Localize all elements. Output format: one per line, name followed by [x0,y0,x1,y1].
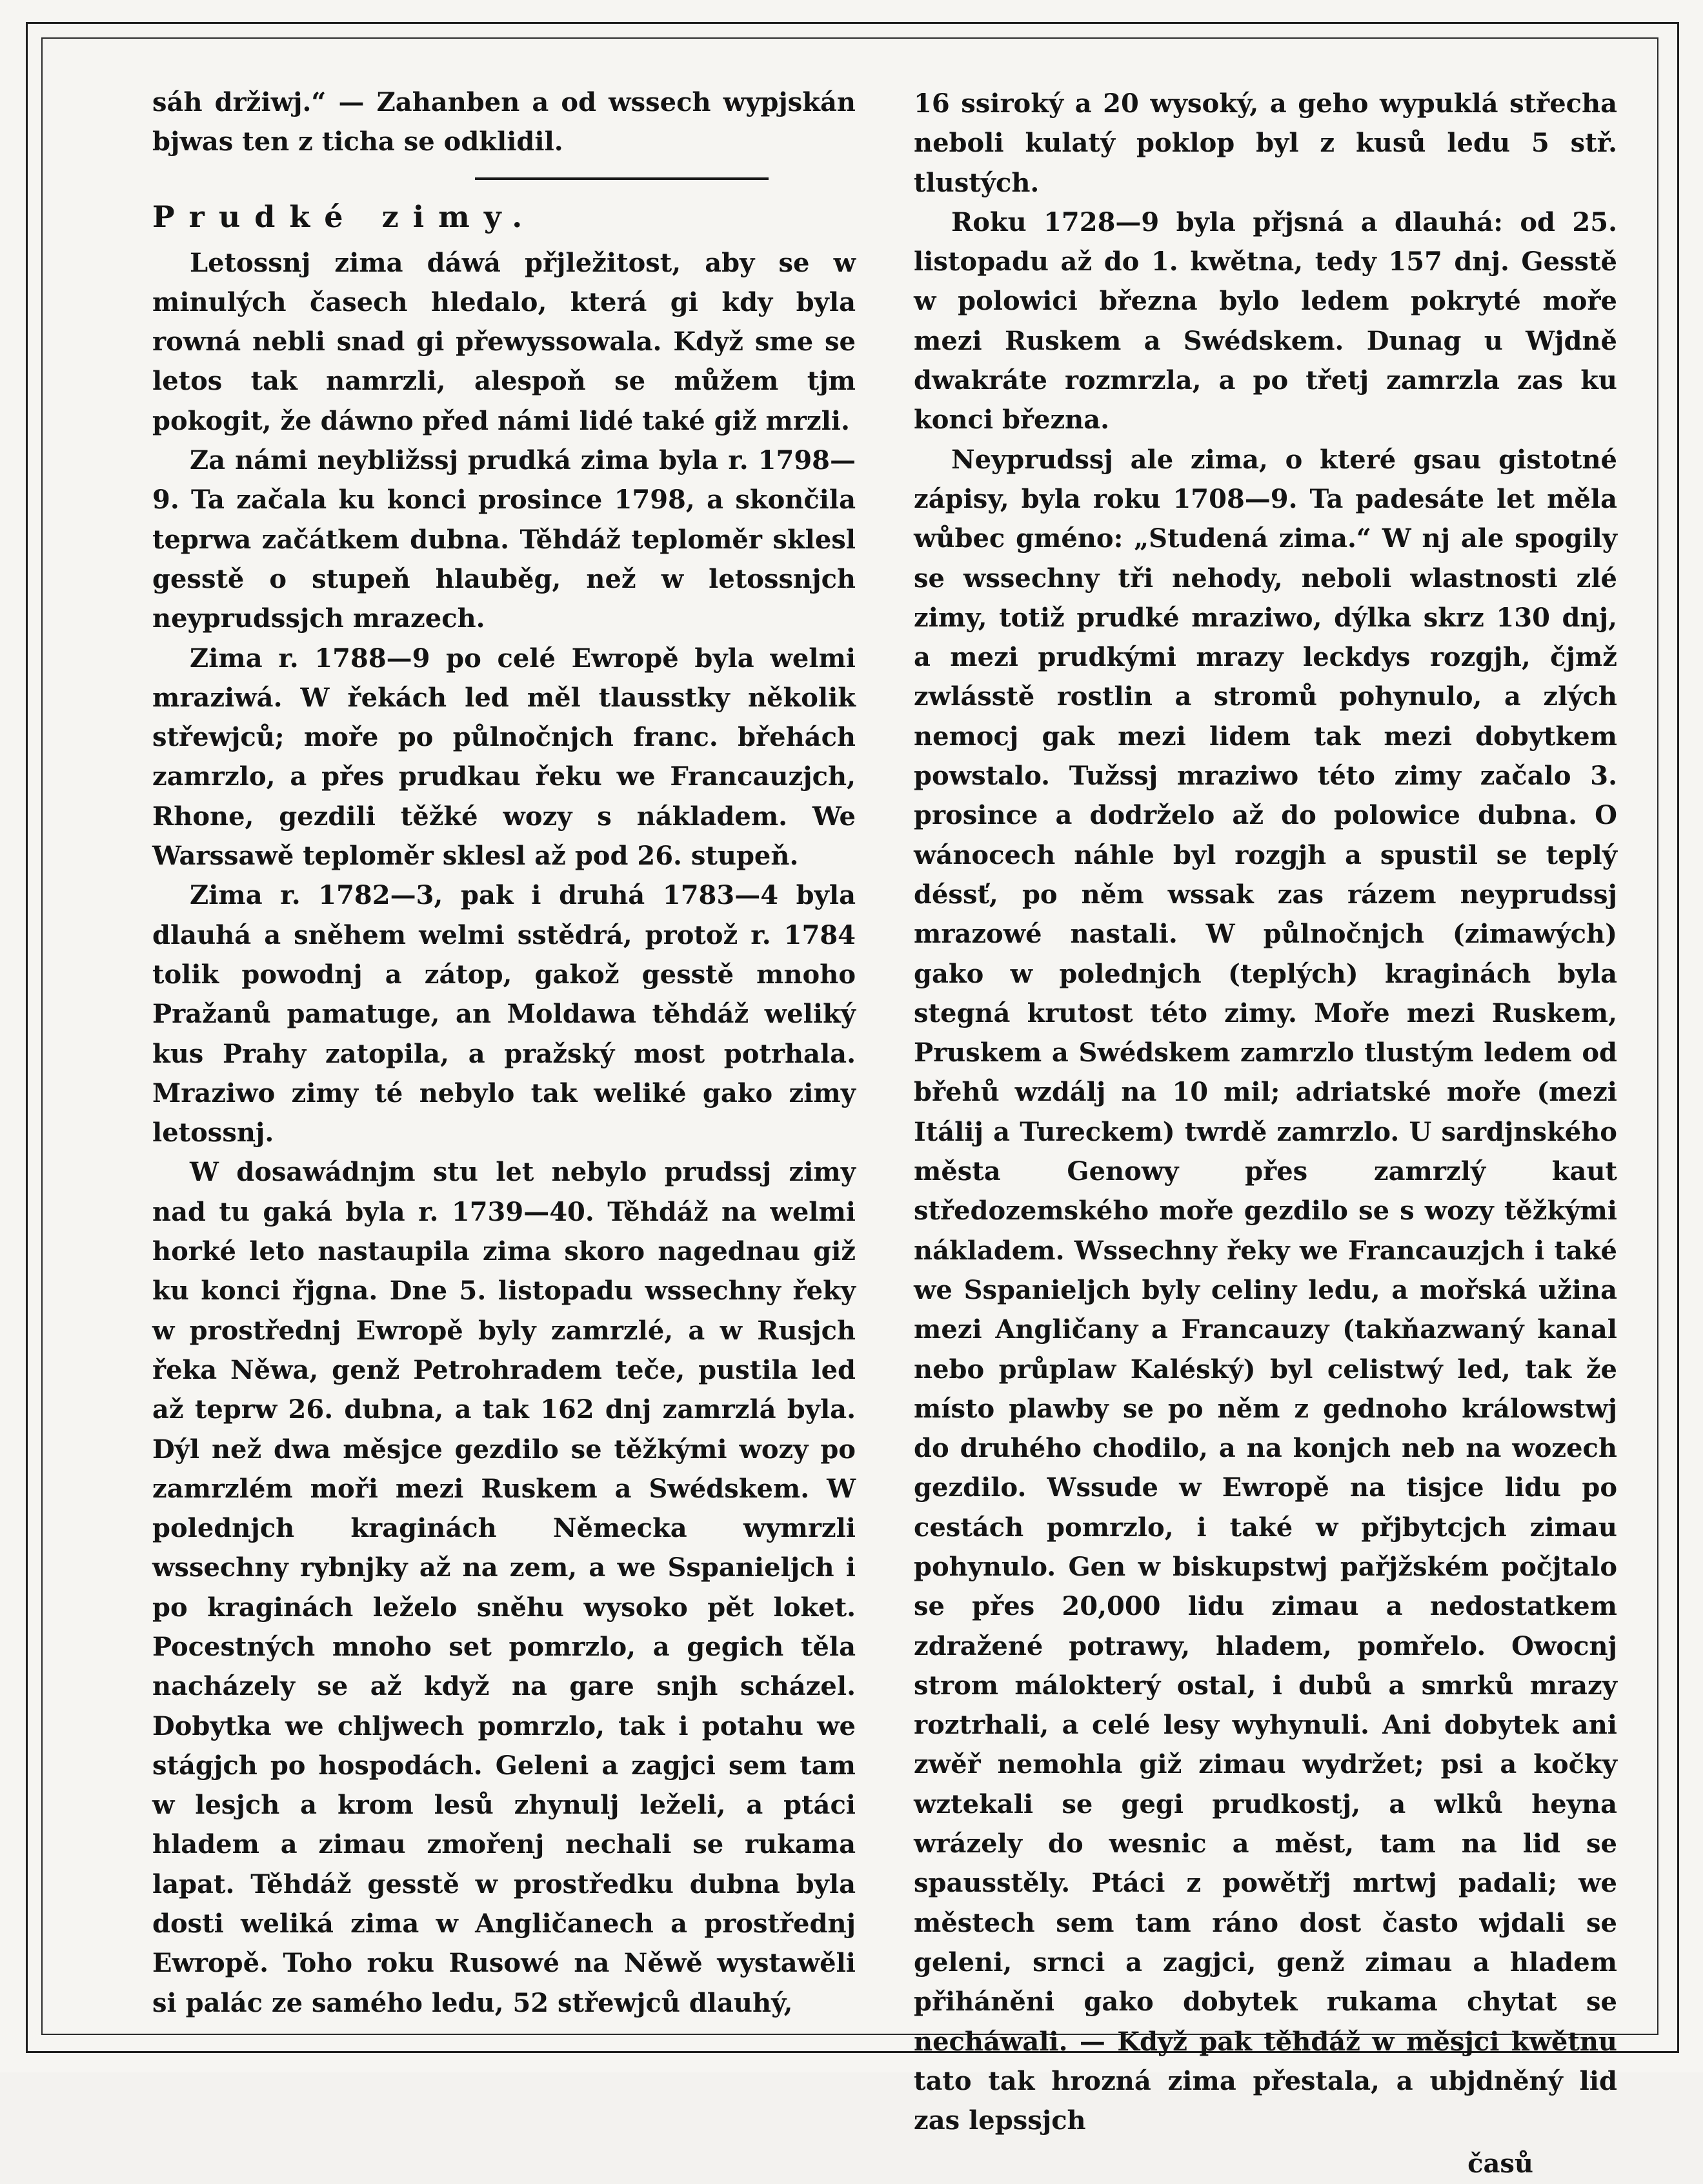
paragraph: 16 ssiroký a 20 wysoký, a geho wypuklá střecha neboli kulatý poklop byl z kusů ledu 5 stř. tlustých. [914,88,1617,198]
article-heading: Prudké zimy. [152,199,537,234]
paragraph: Zima r. 1788—9 po celé Ewropě byla welmi mraziwá. W řekách led měl tlausstky několik střewjců; moře po půlnočnjch franc. břehách zamrzlo, a přes prudkau řeku we Francauzjch, Rhone, gezdili těžké wozy s nákladem. We Warssawě teploměr sklesl až pod 26. stupeň. [152,643,856,872]
right-column [914,84,1617,2184]
section-divider [475,177,769,180]
paragraph: W dosawádnjm stu let nebylo prudssj zimy nad tu gaká byla r. 1739—40. Těhdáž na welmi horké leto nastaupila zima skoro nagednau giž ku konci řjgna. Dne 5. listopadu wssechny řeky w prostřednj Ewropě byly zamrzlé, a w Rusjch řeka Něwa, genž Petrohradem teče, pustila led až teprw 26. dubna, a tak 162 dnj zamrzlá byla. Dýl než dwa měsjce gezdilo se těžkými wozy po zamrzlém moři mezi Ruskem a Swédskem. W polednjch kraginách Německa wymrzli wssechny rybnjky až na zem, a we Sspanieljch i po kraginách leželo sněhu wysoko pět loket. Pocestných mnoho set pomrzlo, a gegich těla nacházely se až když na gare snjh scházel. Dobytka we chljwech pomrzlo, tak i potahu we stágjch po hospodách. Geleni a zagjci sem tam w lesjch a krom lesů zhynulj leželi, a ptáci hladem a zimau zmořenj nechali se rukama lapat. Těhdáž gesstě w prostředku dubna byla dosti weliká zima w Angličanech a prostřednj Ewropě. Toho roku Rusowé na Něwě wystawěli si palác ze samého ledu, 52 střewjců dlauhý, [152,1157,856,2018]
paragraph: Neyprudssj ale zima, o které gsau gistotné zápisy, byla roku 1708—9. Ta padesáte let měla wůbec gméno: „Studená zima.“ W nj ale spogily se wssechny tři nehody, neboli wlastnosti zlé zimy, totiž prudké mraziwo, dýlka skrz 130 dnj, a mezi prudkými mrazy leckdys rozgjh, čjmž zwlásstě rostlin a stromů pohynulo, a zlých nemocj gak mezi lidem tak mezi dobytkem powstalo. Tužssj mraziwo této zimy začalo 3. prosince a dodrželo až do polowice dubna. O wánocech náhle byl rozgjh a spustil se teplý déssť, po něm wssak zas rázem neyprudssj mrazowé nastali. W půlnočnjch (zimawých) gako w polednjch (teplých) kraginách byla stegná krutost této zimy. Moře mezi Ruskem, Pruskem a Swédskem zamrzlo tlustým ledem od břehů wzdálj na 10 mil; adriatské moře (mezi Itálij a Tureckem) twrdě zamrzlo. U sardjnského města Genowy přes zamrzlý kaut středozemského moře gezdilo se s wozy těžkými nákladem. Wssechny řeky we Francauzjch i také we Sspanieljch byly celiny ledu, a mořská užina mezi Angličany a Francauzy (takňazwaný kanal nebo průplaw Kaléský) byl celistwý led, tak že místo plawby se po něm z gednoho králowstwj do druhého chodilo, a na konjch neb na wozech gezdilo. Wssude w Ewropě na tisjce lidu po cestách pomrzlo, i také w přjbytcjch zimau pohynulo. Gen w biskupstwj pařjžském počjtalo se přes 20,000 lidu zimau a nedostatkem zdražené potrawy, hladem, pomřelo. Owocnj strom málokterý ostal, i dubů a smrků mrazy roztrhali, a celé lesy wyhynuli. Ani dobytek ani zwěř nemohla giž zimau wydržet; psi a kočky wztekali se gegi prudkostj, a wlků heyna wrázely do wesnic a měst, tam na lid se spausstěly. Ptáci z powětřj mrtwj padali; we městech sem tam ráno dost často wjdali se geleni, srnci a zagjci, genž zimau a hladem přiháněni gako dobytek rukama chytat se necháwali. — Když pak těhdáž w měsjci kwětnu tato tak hrozná zima přestala, a ubjdněný lid zas lepssjch [914,444,1617,2136]
carry-over-text: sáh držiwj.“ — Zahanben a od wssech wypjskán bjwas ten z ticha se odklidil. [152,87,856,157]
paragraph: Letossnj zima dáwá přjležitost, aby se w minulých časech hledalo, která gi kdy byla rowná nebli snad gi přewyssowala. Když sme se letos tak namrzli, alespoň se můžem tjm pokogit, že dáwno před námi lidé také giž mrzli. [152,247,856,436]
catchword: časů [1467,2149,1533,2179]
paragraph: Zima r. 1782—3, pak i druhá 1783—4 byla dlauhá a sněhem welmi sstědrá, protož r. 1784 tolik powodnj a zátop, gakož gesstě mnoho Pražanů pamatuge, an Moldawa těhdáž weliký kus Prahy zatopila, a pražský most potrhala. Mraziwo zimy té nebylo tak weliké gako zimy letossnj. [152,880,856,1148]
paragraph: Roku 1728—9 byla přjsná a dlauhá: od 25. listopadu až do 1. kwětna, tedy 157 dnj. Gesstě w polowici března bylo ledem pokryté moře mezi Ruskem a Swédskem. Dunag u Wjdně dwakráte rozmrzla, a po třetj zamrzla zas ku konci března. [914,206,1617,436]
left-column [152,83,856,2023]
paragraph: Za námi neybližssj prudká zima byla r. 1798—9. Ta začala ku konci prosince 1798, a skončila teprwa začátkem dubna. Těhdáž teploměr sklesl gesstě o stupeň hlauběg, než w letossnjch neyprudssjch mrazech. [152,445,856,634]
